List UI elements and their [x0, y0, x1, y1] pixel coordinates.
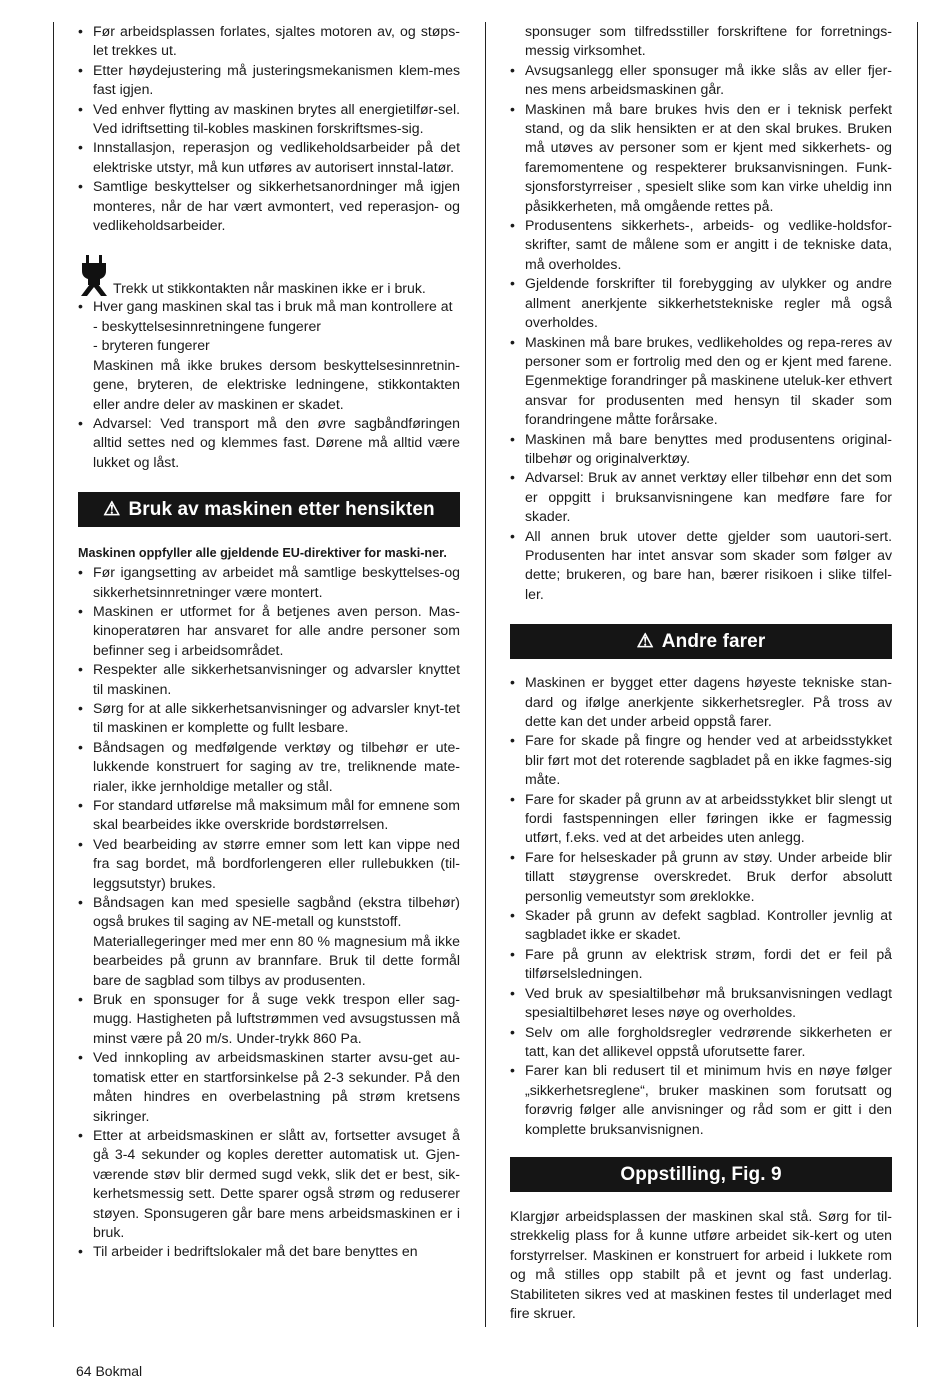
column-rule-left: [53, 22, 54, 1327]
plug-icon: [78, 255, 112, 297]
list-item: • Maskinen må bare brukes hvis den er i teknisk perfekt stand, og da slik hensikten er at den skal brukes. Bruken må utøves av personer som er kjent med sikkerhets- og faremomentene og respekterer bruksanvisningen. Funk-sjonsforstyrreiser , spesielt slike som kan virke uheldig inn påsikkerheten, må omgående rettes på.: [510, 100, 892, 216]
list-item: • Fare på grunn av elektrisk strøm, fordi det er feil på tilførselsledningen.: [510, 945, 892, 984]
list-item: • Fare for helseskader på grunn av støy. Under arbeide blir tillatt støygrense overskredet. Bruk derfor absolutt personlig vemeutstyr som øreklokke.: [510, 848, 892, 906]
column-rule-middle: [485, 22, 486, 1327]
section-heading-other-hazards: [510, 624, 892, 659]
list-item: • Ved bruk av spesialtilbehør må bruksanvisningen vedlagt spesialtilbehøret leses nøye og overholdes.: [510, 984, 892, 1023]
list-item: • For standard utførelse må maksimum mål for emnene som skal bearbeides ikke overskride bordstørrelsen.: [78, 796, 460, 835]
list-item: • Båndsagen og medfølgende verktøy og tilbehør er ute-lukkende konstruert for saging av tre, treliknende mate-rialer, ikke jernholdige metaller og stål.: [78, 738, 460, 796]
section-heading-intended-use: [78, 492, 460, 527]
list-item: • Ved innkopling av arbeidsmaskinen starter avsu-get au-tomatisk etter en startforsinkelse på 2-3 sekunder. På den måten hindres en overbelastning på strøm kretsens sikringer.: [78, 1048, 460, 1126]
warning-triangle-icon: ⚠: [103, 498, 121, 520]
list-item: • Maskinen er bygget etter dagens høyeste tekniske stan-dard og ifølge anerkjente sikkerhetsregler. På tross av dette kan det under arbeid oppstå farer.: [510, 673, 892, 731]
list-item: • Ved enhver flytting av maskinen brytes all energietilfør-sel. Ved idriftsetting til-kobles maskinen forskriftsmes-sig.: [78, 100, 460, 139]
heading-text: Oppstilling, Fig. 9: [620, 1163, 782, 1185]
list-item: • Maskinen må bare brukes, vedlikeholdes og repa-reres av personer som er fortrolig med den og er kjent med farene. Egenmektige forandringer på maskinene uteluk-ker ethvert ansvar for produsenten med hensyn til skader som forandringene måtte forårsake.: [510, 333, 892, 430]
column-rule-right: [917, 22, 918, 1327]
sub-item: Maskinen må ikke brukes dersom beskyttelsesinnretnin-gene, bryteren, de elektriske ledningene, stikkontakten eller andre deler av maskinen er skadet.: [93, 356, 460, 412]
list-item: • Advarsel: Ved transport må den øvre sagbåndføringen alltid settes ned og klemmes fast. Dørene må alltid være lukket og låst.: [78, 414, 460, 472]
list-item-continuation: Materiallegeringer med mer enn 80 % magnesium må ikke bearbeides på grunn av brannfare. Bruk til dette formål bare de sagblad som tilbys av produsenten.: [93, 932, 460, 988]
list-item: • Respekter alle sikkerhetsanvisninger og advarsler knyttet til maskinen.: [78, 660, 460, 699]
heading-text: Andre farer: [661, 630, 766, 652]
list-item: • Til arbeider i bedriftslokaler må det bare benyttes en: [78, 1242, 460, 1261]
list-item: • Ved bearbeiding av større emner som lett kan vippe ned fra sag bordet, må bordforlengeren eller rullebukken (til-leggsutstyr) brukes.: [78, 835, 460, 893]
unplug-text: Trekk ut stikkontakten når maskinen ikke er i bruk.: [113, 280, 426, 297]
list-item: • Skader på grunn av defekt sagblad. Kontroller jevnlig at sagbladet ikke er skadet.: [510, 906, 892, 945]
list-item: • Sørg for at alle sikkerhetsanvisninger og advarsler knyt-tet til maskinen er komplette og fullt lesbare.: [78, 699, 460, 738]
lead-paragraph: Maskinen oppfyller alle gjeldende EU-direktiver for maski-ner.: [78, 546, 447, 561]
list-item: • All annen bruk utover dette gjelder som uautori-sert. Produsenten har intet ansvar som skader som følger av dette; brukeren, og bare han, bærer risikoen i slike tilfel-ler.: [510, 527, 892, 605]
section-heading-setup: [510, 1157, 892, 1192]
list-item: • Før igangsetting av arbeidet må samtlige beskyttelses-og sikkerhetsinnretninger være montert.: [78, 563, 460, 602]
sub-item: - bryteren fungerer: [93, 337, 210, 354]
heading-text: Bruk av maskinen etter hensikten: [128, 498, 435, 520]
list-item: • Før arbeidsplassen forlates, sjaltes motoren av, og støps-let trekkes ut.: [78, 22, 460, 61]
page-footer: 64 Bokmal: [76, 1363, 143, 1379]
left-column: [78, 22, 460, 1262]
list-item: • Bruk en sponsuger for å suge vekk trespon eller sag-mugg. Hastigheten på luftstrømmen ved avsugstussen må minst være på 20 m/s. Under-trykk 860 Pa.: [78, 990, 460, 1048]
list-item: • Avsugsanlegg eller sponsuger må ikke slås av eller fjer-nes mens arbeidsmaskinen går.: [510, 61, 892, 100]
continued-list: [510, 22, 892, 604]
list-item: • Maskinen er utformet for å betjenes aven person. Mas-kinoperatøren har ansvaret for alle andre personer som befinner seg i arbeidsområdet.: [78, 602, 460, 660]
list-item: • Etter høydejustering må justeringsmekanismen klem-mes fast igjen.: [78, 61, 460, 100]
right-column: [510, 22, 892, 1323]
intended-use-list: [78, 563, 460, 1262]
list-item: • Samtlige beskyttelser og sikkerhetsanordninger må igjen monteres, når de har vært avmontert, ved reperasjon- og vedlikeholdsarbeider.: [78, 177, 460, 235]
list-item: • Fare for skader på grunn av at arbeidsstykket blir slengt ut fordi fastspenningen eller føringen ikke er fagmessig utført, f.eks. ved at det arbeides uten anlegg.: [510, 790, 892, 848]
setup-paragraph: Klargjør arbeidsplassen der maskinen skal stå. Sørg for til-strekkelig plass for å kunne utføre arbeidet sik-kert og uten forstyrrelser. Maskinen er konstruert for arbeid i lukkete rom og må stilles opp stabilt på et jevnt og fast underlag. Stabiliteten sikres ved at maskinen festes til underlaget med fire skruer.: [510, 1207, 892, 1321]
list-item: • Etter at arbeidsmaskinen er slått av, fortsetter avsuget å gå 3-4 sekunder og koples deretter automatisk ut. Gjen-værende støv blir dermed sugd vekk, slik det er best, sik-kerhetsmessig sett. Dette sparer også strøm og reduserer støyen. Sponsugeren går bare mens arbeidsmaskinen er i bruk.: [78, 1126, 460, 1242]
sub-item: - beskyttelsesinnretningene fungerer: [93, 317, 321, 334]
list-item: • Båndsagen kan med spesielle sagbånd (ekstra tilbehør) også brukes til saging av NE-metall og kunststoff.: [78, 893, 460, 932]
list-item: • Hver gang maskinen skal tas i bruk må man kontrollere at: [78, 297, 460, 316]
intro-list: [78, 22, 460, 235]
check-list: [78, 297, 460, 472]
list-item: • Advarsel: Bruk av annet verktøy eller tilbehør enn det som er oppgitt i bruksanvisningene kan medføre fare for skader.: [510, 468, 892, 526]
list-item-continuation: sponsuger som tilfredsstiller forskriftene for forretnings-messig virksomhet.: [525, 23, 892, 59]
list-item: • Produsentens sikkerhets-, arbeids- og vedlike-holdsfor-skrifter, samt de målene som er angitt i de tekniske data, må overholdes.: [510, 216, 892, 274]
warning-triangle-icon: ⚠: [636, 630, 654, 652]
list-item: • Maskinen må bare benyttes med produsentens original-tilbehør og originalverktøy.: [510, 430, 892, 469]
unplug-notice: [78, 255, 460, 297]
list-item: • Farer kan bli redusert til et minimum hvis en nøye følger „sikkerhetsreglene“, bruker maskinen som forutsatt og forøvrig følger alle anvisninger og råd som er gitt i den komplette bruksanvisnignen.: [510, 1061, 892, 1139]
list-item: • Innstallasjon, reperasjon og vedlikeholdsarbeider på det elektriske utstyr, må kun utføres av autorisert innstal-latør.: [78, 138, 460, 177]
hazard-list: [510, 673, 892, 1139]
list-item: • Fare for skade på fingre og hender ved at arbeidsstykket blir ført mot det roterende sagbladet på en ikke fagmes-sig måte.: [510, 731, 892, 789]
list-item: • Gjeldende forskrifter til forebygging av ulykker og andre allment anerkjente sikkerhetstekniske regler må også overholdes.: [510, 274, 892, 332]
list-item: • Selv om alle forgholdsregler vedrørende sikkerheten er tatt, kan det allikevel oppstå uforutsette farer.: [510, 1023, 892, 1062]
